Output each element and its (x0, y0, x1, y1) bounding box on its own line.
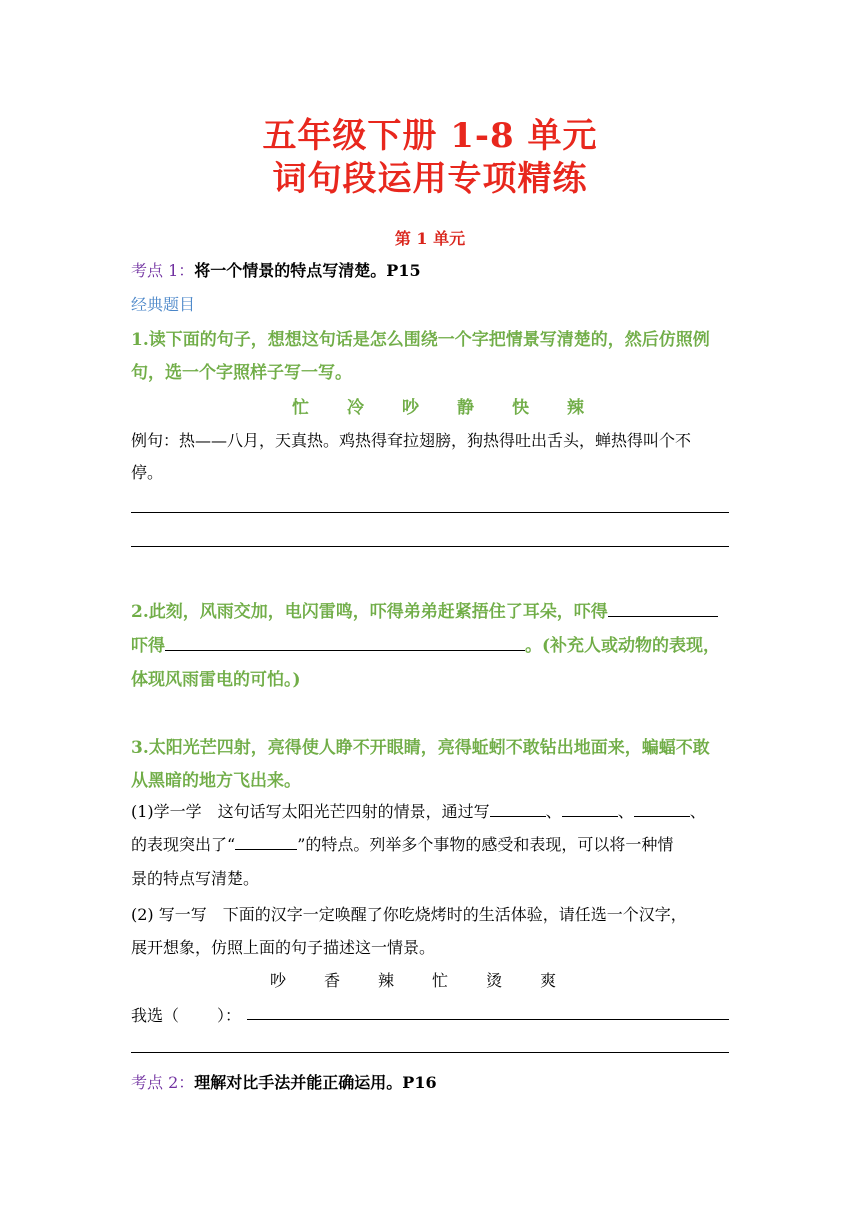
classic-label: 经典题目 (131, 295, 196, 314)
q3-char: 吵 (270, 971, 287, 990)
q1-char: 冷 (347, 398, 364, 418)
point1-text: 将一个情景的特点写清楚。P15 (194, 261, 421, 280)
q3-blank-3[interactable] (634, 802, 690, 817)
q3-char-row (270, 968, 594, 991)
q3-separator: 、 (617, 802, 634, 821)
q2-line1 (131, 597, 718, 622)
q3-line1: 3.太阳光芒四射，亮得使人睁不开眼睛，亮得蚯蚓不敢钻出地面来，蝙蝠不敢 (131, 738, 710, 758)
q1-line1: 1.读下面的句子，想想这句话是怎么围绕一个字把情景写清楚的，然后仿照例 (131, 330, 710, 350)
q3-sub1-line2 (131, 832, 673, 855)
q3-char: 忙 (432, 971, 449, 990)
q2-line2-start: 吓得 (131, 636, 165, 656)
q1-example-line2: 停。 (131, 463, 164, 482)
q3-sub2-line2: 展开想象，仿照上面的句子描述这一情景。 (131, 938, 436, 957)
point2-text: 理解对比手法并能正确运用。P16 (194, 1073, 437, 1092)
q3-choose-end: ）： (217, 1006, 242, 1025)
q1-line2: 句，选一个字照样子写一写。 (131, 363, 352, 383)
q1-char: 忙 (292, 398, 309, 418)
q3-separator: 、 (545, 802, 562, 821)
q1-example-line1: 例句：热——八月，天真热。鸡热得耷拉翅膀，狗热得吐出舌头，蝉热得叫个不 (131, 431, 692, 450)
document-title-line2: 词句段运用专项精练 (272, 159, 588, 199)
q3-blank-2[interactable] (562, 802, 618, 817)
q3-char: 爽 (540, 971, 557, 990)
q2-line1-text: 2.此刻，风雨交加，电闪雷鸣，吓得弟弟赶紧捂住了耳朵，吓得 (131, 602, 608, 622)
point1-heading (131, 258, 421, 281)
q3-choose-row (131, 1003, 241, 1026)
q2-blank-1[interactable] (608, 602, 718, 617)
q3-answer-line-1[interactable] (247, 1019, 729, 1020)
q2-line2-end: 。(补充人或动物的表现， (525, 636, 721, 656)
q1-char: 静 (457, 398, 474, 418)
q1-char: 辣 (567, 398, 584, 418)
q2-line2 (131, 631, 720, 656)
q3-char: 烫 (486, 971, 503, 990)
q3-choose-start: 我选（ (131, 1006, 180, 1025)
q3-sub1-line2-start: 的表现突出了“ (131, 835, 236, 854)
q3-char: 香 (324, 971, 341, 990)
q3-char: 辣 (378, 971, 395, 990)
q1-char-row (292, 393, 622, 418)
q3-sub2-line1: (2) 写一写 下面的汉字一定唤醒了你吃烧烤时的生活体验，请任选一个汉字， (131, 905, 687, 924)
document-title-line1: 五年级下册 1-8 单元 (262, 116, 598, 156)
q3-separator: 、 (689, 802, 706, 821)
q1-answer-line-2[interactable] (131, 546, 729, 547)
q3-sub1-line3: 景的特点写清楚。 (131, 869, 260, 888)
q1-char: 吵 (402, 398, 419, 418)
q3-blank-4[interactable] (235, 835, 297, 850)
q3-line2: 从黑暗的地方飞出来。 (131, 771, 301, 791)
q3-sub1-line2-end: ”的特点。列举多个事物的感受和表现，可以将一种情 (297, 835, 674, 854)
q1-answer-line-1[interactable] (131, 512, 729, 513)
unit-heading: 第 1 单元 (394, 229, 466, 248)
q3-sub1-text: (1)学一学 这句话写太阳光芒四射的情景，通过写 (131, 802, 490, 821)
q3-sub1-line1 (131, 799, 706, 822)
q2-blank-2[interactable] (165, 636, 525, 651)
point2-heading (131, 1070, 437, 1093)
q3-blank-1[interactable] (490, 802, 546, 817)
q3-answer-line-2[interactable] (131, 1052, 729, 1053)
q2-line3: 体现风雨雷电的可怕。) (131, 670, 301, 690)
point1-label: 考点 1： (131, 261, 195, 280)
point2-label: 考点 2： (131, 1073, 195, 1092)
q1-char: 快 (512, 398, 529, 418)
